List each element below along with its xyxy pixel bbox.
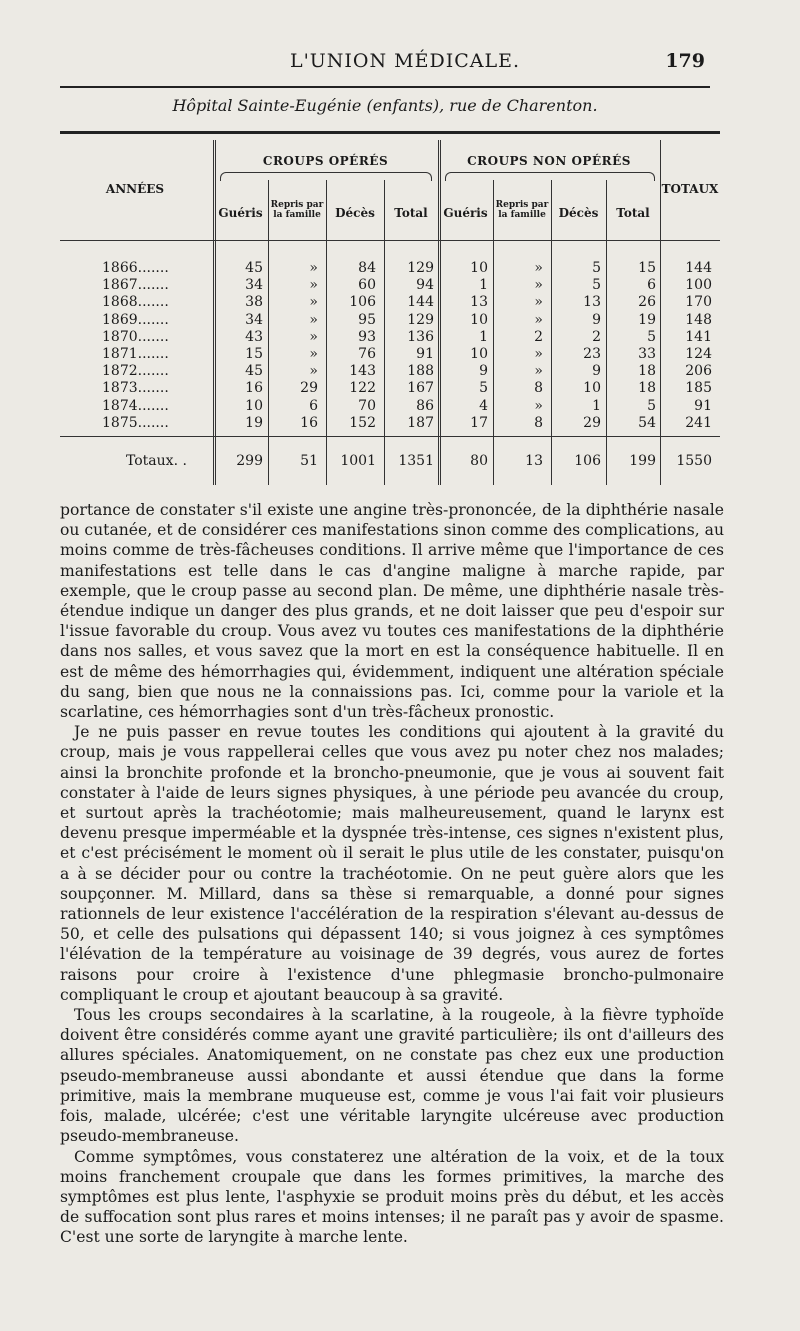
- cell: »: [309, 311, 318, 328]
- cell: 84: [358, 260, 376, 276]
- table-caption: Hôpital Sainte-Eugénie (enfants), rue de Charenton.: [172, 96, 598, 115]
- header-totaux: TOTAUX: [661, 182, 719, 196]
- table-row: [60, 260, 720, 277]
- cell: 100: [685, 277, 712, 294]
- year-cell: 1868.......: [102, 294, 169, 311]
- cell: 29: [583, 414, 601, 431]
- header-annees: ANNÉES: [105, 182, 165, 196]
- header-bottom-rule: [60, 240, 720, 241]
- totals-row: [60, 453, 720, 470]
- cell: 9: [479, 363, 488, 380]
- cell: 91: [416, 346, 434, 362]
- totals-label: Totaux. .: [126, 453, 187, 469]
- header-croups-non-operes: CROUPS NON OPÉRÉS: [467, 154, 631, 168]
- cell: »: [534, 397, 543, 414]
- cell: 206: [685, 363, 712, 380]
- cell: 17: [470, 414, 488, 431]
- cell: 45: [245, 363, 263, 380]
- cell: 43: [245, 328, 263, 345]
- cell: 1: [479, 277, 488, 294]
- paragraph: portance de constater s'il existe une angine très-prononcée, de la diphthérie nasale ou cutanée, et de considérer ces manifestations sinon comme des complications, au moins comme de très-fâcheuses conditions. Il arrive même que l'importance de ces manifestations est telle dans le cas d'angine maligne à marche rapide, par exemple, que le croup passe au second plan. De même, une diphthérie nasale très-étendue indique un danger des plus grands, et ne doit laisser que peu d'espoir sur l'issue favorable du croup. Vous avez vu toutes ces manifestations de la diphthérie dans nos salles, et vous savez que la mort en est la conséquence habituelle. Il en est de même des hémorrhagies qui, évidemment, indiquent une altération spéciale du sang, bien que nous ne la connaissions pas. Ici, comme pour la variole et la scarlatine, ces hémorrhagies sont d'un très-fâcheux pronostic.: [60, 501, 724, 722]
- table-row: [60, 294, 720, 311]
- cell: 106: [349, 294, 376, 311]
- header-repris-line2: la famille: [273, 210, 321, 220]
- cell: »: [534, 294, 543, 311]
- cell: 5: [479, 380, 488, 397]
- header-croups-operes: CROUPS OPÉRÉS: [262, 154, 389, 168]
- cell: 152: [349, 414, 376, 431]
- cell: »: [534, 346, 543, 362]
- table-row: [60, 415, 720, 432]
- cell: 2: [592, 328, 601, 345]
- cell: »: [534, 311, 543, 328]
- paragraph: Comme symptômes, vous constaterez une altération de la voix, et de la toux moins franchement croupale que dans les formes primitives, la marche des symptômes est plus lente, l'asphyxie se produit moins près du début, et les accès de suffocation sont plus rares et moins intenses; il ne paraît pas y avoir de spasme. C'est une sorte de laryngite à marche lente.: [60, 1147, 724, 1247]
- journal-title: L'UNION MÉDICALE.: [289, 50, 521, 72]
- cell: 5: [647, 397, 656, 414]
- year-cell: 1871.......: [102, 346, 169, 362]
- year-cell: 1866.......: [102, 260, 169, 276]
- cell: »: [534, 277, 543, 294]
- cell: 1: [592, 397, 601, 414]
- cell: 4: [479, 397, 488, 414]
- cell: »: [309, 294, 318, 311]
- table-top-rule: [60, 131, 720, 134]
- year-cell: 1867.......: [102, 277, 169, 294]
- cell: 10: [245, 397, 263, 414]
- cell: 2: [534, 328, 543, 345]
- cell: 76: [358, 346, 376, 362]
- cell: 129: [407, 260, 434, 276]
- cell: 5: [592, 260, 601, 276]
- cell: 33: [638, 346, 656, 362]
- table-row: [60, 277, 720, 294]
- totals-rule: [60, 436, 720, 437]
- cell: 8: [534, 380, 543, 397]
- cell: 10: [470, 260, 488, 276]
- header-repris-line1: Repris par: [495, 200, 549, 210]
- year-cell: 1873.......: [102, 380, 169, 397]
- cell: 141: [685, 328, 712, 345]
- cell: 10: [470, 311, 488, 328]
- cell: »: [309, 260, 318, 276]
- header-gueris: Guéris: [443, 206, 488, 220]
- paragraph: Tous les croups secondaires à la scarlatine, à la rougeole, à la fièvre typhoïde doivent être considérés comme ayant une gravité particulière; ils ont d'ailleurs des allures spéciales. Anatomiquement, on ne constate pas chez eux une production pseudo-membraneuse aussi abondante et aussi étendue que dans la forme primitive, mais la membrane muqueuse est, comme je vous l'ai fait voir plusieurs fois, malade, ulcérée; c'est une véritable laryngite ulcéreuse avec production pseudo-membraneuse.: [60, 1006, 724, 1146]
- statistics-table: [60, 140, 720, 485]
- cell: 26: [638, 294, 656, 311]
- cell: 106: [574, 453, 601, 469]
- cell: 93: [358, 328, 376, 345]
- cell: 241: [685, 414, 712, 431]
- cell: 18: [638, 380, 656, 397]
- cell: 148: [685, 311, 712, 328]
- cell: 86: [416, 397, 434, 414]
- table-row: [60, 346, 720, 363]
- cell: 129: [407, 311, 434, 328]
- cell: 170: [685, 294, 712, 311]
- table-row: [60, 398, 720, 415]
- cell: 15: [245, 346, 263, 362]
- cell: 124: [685, 346, 712, 362]
- cell: »: [534, 363, 543, 380]
- cell: 16: [245, 380, 263, 397]
- table-row: [60, 329, 720, 346]
- table-row: [60, 380, 720, 397]
- cell: 5: [647, 328, 656, 345]
- cell: »: [309, 363, 318, 380]
- cell: 38: [245, 294, 263, 311]
- cell: 13: [470, 294, 488, 311]
- cell: »: [534, 260, 543, 276]
- cell: 6: [647, 277, 656, 294]
- cell: 1550: [676, 453, 712, 469]
- cell: 10: [470, 346, 488, 362]
- header-repris-line1: Repris par: [270, 200, 324, 210]
- running-header: [105, 50, 705, 80]
- cell: 70: [358, 397, 376, 414]
- cell: 60: [358, 277, 376, 294]
- group-brace: [445, 172, 655, 181]
- table-row: [60, 363, 720, 380]
- cell: 1351: [398, 453, 434, 469]
- header-total: Total: [394, 206, 428, 220]
- year-cell: 1874.......: [102, 397, 169, 414]
- header-repris: [268, 200, 326, 220]
- cell: 6: [309, 397, 318, 414]
- year-cell: 1870.......: [102, 328, 169, 345]
- cell: 9: [592, 311, 601, 328]
- page-number: 179: [665, 50, 705, 72]
- table-row: [60, 312, 720, 329]
- cell: 13: [525, 453, 543, 469]
- cell: 1001: [340, 453, 376, 469]
- header-repris-line2: la famille: [498, 210, 546, 220]
- cell: 95: [358, 311, 376, 328]
- cell: 144: [685, 260, 712, 276]
- group-brace: [220, 172, 432, 181]
- cell: »: [309, 277, 318, 294]
- cell: 1: [479, 328, 488, 345]
- cell: 34: [245, 277, 263, 294]
- cell: 136: [407, 328, 434, 345]
- cell: »: [309, 346, 318, 362]
- header-repris: [493, 200, 551, 220]
- cell: 5: [592, 277, 601, 294]
- cell: 51: [300, 453, 318, 469]
- cell: 8: [534, 414, 543, 431]
- cell: 144: [407, 294, 434, 311]
- header-gueris: Guéris: [218, 206, 263, 220]
- cell: 91: [694, 397, 712, 414]
- cell: 199: [629, 453, 656, 469]
- cell: 45: [245, 260, 263, 276]
- cell: 143: [349, 363, 376, 380]
- cell: 167: [407, 380, 434, 397]
- cell: 16: [300, 414, 318, 431]
- year-cell: 1869.......: [102, 311, 169, 328]
- header-deces: Décès: [335, 206, 375, 220]
- cell: 9: [592, 363, 601, 380]
- cell: 13: [583, 294, 601, 311]
- cell: 54: [638, 414, 656, 431]
- cell: 29: [300, 380, 318, 397]
- cell: 122: [349, 380, 376, 397]
- cell: 34: [245, 311, 263, 328]
- body-text: [60, 500, 724, 1248]
- cell: 19: [638, 311, 656, 328]
- cell: 19: [245, 414, 263, 431]
- paragraph: Je ne puis passer en revue toutes les conditions qui ajoutent à la gravité du croup, mais je vous rappellerai celles que vous avez pu noter chez nos malades; ainsi la bronchite profonde et la broncho-pneumonie, que je vous ai souvent fait constater à l'aide de leurs signes physiques, à une période peu avancée du croup, et surtout après la trachéotomie; mais malheureusement, quand le larynx est devenu presque imperméable et la dyspnée très-intense, ces signes n'existent plus, et c'est précisément le moment où il serait le plus utile de les constater, puisqu'on a à se décider pour ou contre la trachéotomie. On ne peut guère alors que les soupçonner. M. Millard, dans sa thèse si remarquable, a donné pour signes rationnels de leur existence l'accélération de la respiration s'élevant au-dessus de 50, et celle des pulsations qui dépassent 140; si vous joignez à ces symptômes l'élévation de la température au voisinage de 39 degrés, vous aurez de fortes raisons pour croire à l'existence d'une phlegmasie broncho-pulmonaire compliquant le croup et ajoutant beaucoup à sa gravité.: [60, 723, 724, 1004]
- cell: 80: [470, 453, 488, 469]
- cell: 23: [583, 346, 601, 362]
- cell: 10: [583, 380, 601, 397]
- cell: 187: [407, 414, 434, 431]
- cell: 299: [236, 453, 263, 469]
- year-cell: 1875.......: [102, 414, 169, 431]
- header-rule: [60, 86, 710, 88]
- header-deces: Décès: [558, 206, 599, 220]
- cell: 185: [685, 380, 712, 397]
- cell: »: [309, 328, 318, 345]
- cell: 188: [407, 363, 434, 380]
- cell: 94: [416, 277, 434, 294]
- year-cell: 1872.......: [102, 363, 169, 380]
- cell: 18: [638, 363, 656, 380]
- header-total: Total: [616, 206, 650, 220]
- cell: 15: [638, 260, 656, 276]
